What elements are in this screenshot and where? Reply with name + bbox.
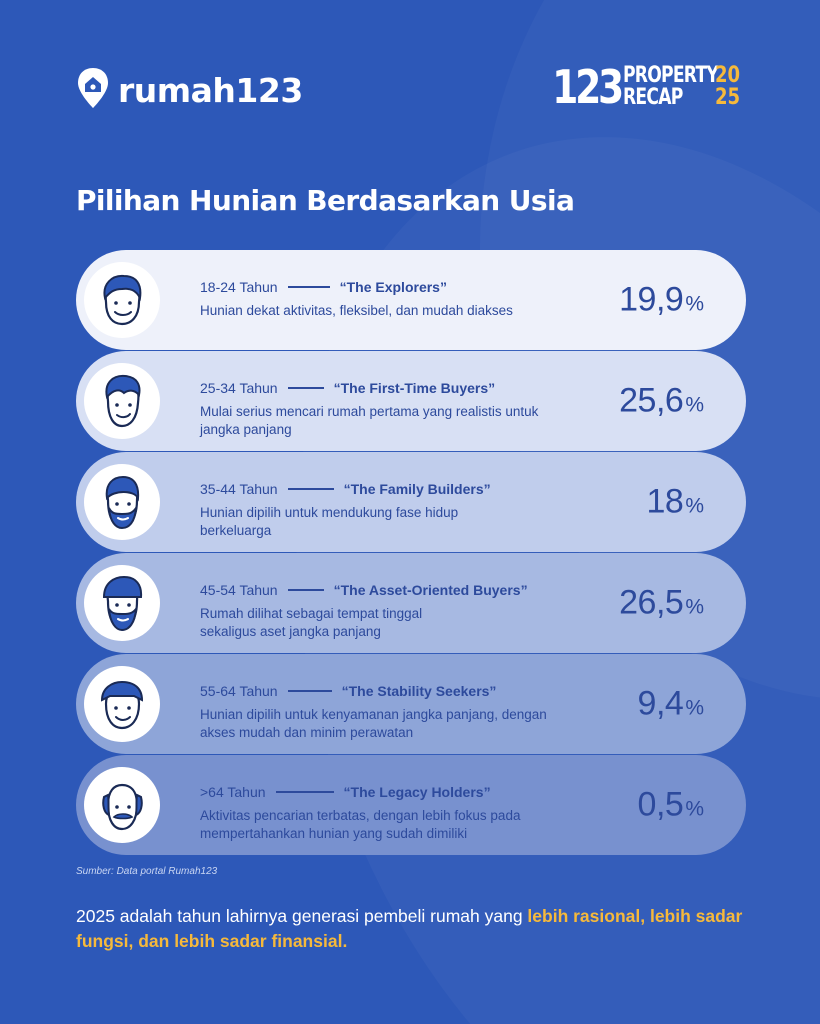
percentage-sign: % <box>685 595 704 619</box>
cap-man-face-icon <box>84 666 160 742</box>
age-range-label: 55-64 Tahun <box>200 683 278 699</box>
connector-line <box>288 488 334 490</box>
recap-line-2: RECAP <box>623 85 683 110</box>
persona-label: “The Explorers” <box>339 279 447 295</box>
age-segment-row <box>76 452 746 552</box>
segment-description: Hunian dipilih untuk mendukung fase hidup berkeluarga <box>200 505 459 538</box>
percentage-sign: % <box>685 292 704 316</box>
recap-number: 123 <box>552 60 622 114</box>
connector-line <box>288 589 324 591</box>
elderly-man-face-icon <box>84 767 160 843</box>
logo-text: rumah123 <box>118 71 303 110</box>
segment-description: Rumah dilihat sebagai tempat tinggal sekaligus aset jangka panjang <box>200 606 423 639</box>
percentage-number: 18 <box>646 482 684 521</box>
percentage-value <box>638 685 704 724</box>
young-man-face-icon <box>84 262 160 338</box>
age-segment-row <box>76 755 746 855</box>
percentage-value <box>646 483 704 522</box>
percentage-value <box>619 584 704 623</box>
source-note: Sumber: Data portal Rumah123 <box>76 866 218 877</box>
age-segment-list <box>76 250 746 856</box>
brand-logo[interactable] <box>76 66 303 115</box>
percentage-number: 9,4 <box>637 684 684 723</box>
connector-line <box>288 690 332 692</box>
segment-description: Hunian dekat aktivitas, fleksibel, dan mudah diakses <box>200 303 513 318</box>
persona-label: “The Family Builders” <box>343 481 491 497</box>
persona-label: “The Legacy Holders” <box>343 784 491 800</box>
age-range-label: 35-44 Tahun <box>200 481 278 497</box>
segment-description: Aktivitas pencarian terbatas, dengan lebih fokus pada mempertahankan hunian yang sudah dimiliki <box>200 808 521 841</box>
cap-bearded-man-face-icon <box>84 565 160 641</box>
age-segment-row <box>76 553 746 653</box>
age-range-label: 25-34 Tahun <box>200 380 278 396</box>
persona-label: “The Stability Seekers” <box>341 683 497 699</box>
bearded-man-face-icon <box>84 464 160 540</box>
percentage-sign: % <box>685 797 704 821</box>
percentage-value <box>619 281 704 320</box>
age-range-label: 45-54 Tahun <box>200 582 278 598</box>
percentage-sign: % <box>685 393 704 417</box>
percentage-number: 19,9 <box>619 280 684 319</box>
recap-year-top: 20 <box>715 63 741 88</box>
percentage-number: 26,5 <box>619 583 684 622</box>
age-range-label: >64 Tahun <box>200 784 266 800</box>
age-segment-row <box>76 250 746 350</box>
age-range-label: 18-24 Tahun <box>200 279 278 295</box>
recap-year-bottom: 25 <box>715 85 741 110</box>
connector-line <box>276 791 334 793</box>
segment-description: Mulai serius mencari rumah pertama yang realistis untuk jangka panjang <box>200 404 539 437</box>
page-title: Pilihan Hunian Berdasarkan Usia <box>76 184 575 217</box>
closing-statement <box>76 904 756 954</box>
percentage-sign: % <box>685 696 704 720</box>
adult-man-face-icon <box>84 363 160 439</box>
house-pin-icon <box>76 66 110 115</box>
age-segment-row <box>76 654 746 754</box>
percentage-value <box>619 382 704 421</box>
percentage-sign: % <box>685 494 704 518</box>
recap-line-1: PROPERTY <box>623 63 719 88</box>
connector-line <box>288 387 324 389</box>
percentage-number: 0,5 <box>637 785 684 824</box>
property-recap-logo <box>537 60 746 114</box>
segment-description: Hunian dipilih untuk kenyamanan jangka panjang, dengan akses mudah dan minim perawatan <box>200 707 547 740</box>
persona-label: “The Asset-Oriented Buyers” <box>333 582 528 598</box>
header <box>76 60 746 126</box>
persona-label: “The First-Time Buyers” <box>333 380 496 396</box>
closing-text: 2025 adalah tahun lahirnya generasi pembeli rumah yang <box>76 906 528 926</box>
percentage-value <box>638 786 704 825</box>
age-segment-row <box>76 351 746 451</box>
connector-line <box>288 286 330 288</box>
percentage-number: 25,6 <box>619 381 684 420</box>
closing-highlight: lebih rasional, lebih sadar fungsi, dan lebih sadar finansial. <box>76 906 743 951</box>
